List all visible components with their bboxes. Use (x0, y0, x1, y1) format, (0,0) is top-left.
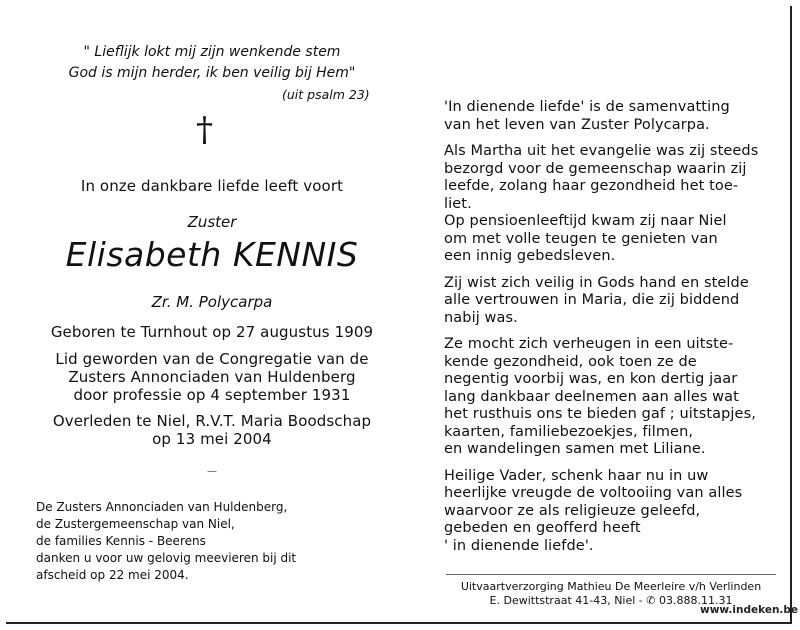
quote-line-2: God is mijn herder, ik ben veilig bij Hem" (68, 65, 356, 81)
birth-info: Geboren te Turnhout op 27 augustus 1909 (50, 323, 374, 341)
profession-info (6, 350, 418, 404)
profession-line: door professie op 4 september 1931 (73, 386, 351, 404)
quote-line-1: " Lieflijk lokt mij zijn wenkende stem (83, 44, 341, 60)
thanks-line: afscheid op 22 mei 2004. (36, 568, 189, 582)
thanks-line: de Zustergemeenschap van Niel, (36, 517, 235, 531)
thanks-line: De Zusters Annonciaden van Huldenberg, (36, 500, 288, 514)
undertaker-name: Uitvaartverzorging Mathieu De Meerleire v/h Verlinden (460, 580, 762, 593)
life-paragraph: Ze mocht zich verheugen in een uitste- kende gezondheid, ook toen ze de negentig voorbij was, en kon dertig jaar lang dankbaar deelnemen aan alles wat het rusthuis ons te bieden gaf ; uitstapjes, kaarten, familiebezoekjes, filmen, en wandelingen samen met Liliane. (444, 336, 756, 457)
intro-text: In onze dankbare liefde leeft voort (80, 177, 344, 195)
divider: — (207, 466, 217, 477)
title-prefix: Zuster (187, 213, 237, 231)
watermark: www.indeken.be (700, 604, 799, 616)
death-line: op 13 mei 2004 (152, 430, 272, 448)
death-line: Overleden te Niel, R.V.T. Maria Boodschap (52, 412, 372, 430)
psalm-quote (42, 42, 382, 84)
life-paragraph: 'In dienende liefde' is de samenvatting van het leven van Zuster Polycarpa. (444, 99, 730, 133)
life-text (444, 99, 784, 564)
profession-line: Zusters Annonciaden van Huldenberg (68, 368, 356, 386)
cross-icon: † (196, 110, 213, 150)
undertaker-address: E. Dewittstraat 41-43, Niel - ✆ 03.888.11.31 (489, 594, 733, 607)
life-paragraph: Zij wist zich veilig in Gods hand en stelde alle vertrouwen in Maria, die zij biddend nabij was. (444, 274, 749, 326)
undertaker-rule (446, 574, 776, 575)
quote-source: (uit psalm 23) (282, 87, 370, 102)
memorial-card (6, 6, 799, 624)
life-paragraph: Als Martha uit het evangelie was zij steeds bezorgd voor de gemeenschap waarin zij leefde, zolang haar gezondheid het toe- liet. Op pensioenleeftijd kwam zij naar Niel om met volle teugen te genieten van een innig gebedsleven. (444, 143, 759, 264)
thanks-line: danken u voor uw gelovig meevieren bij dit (36, 551, 297, 565)
prayer-paragraph: Heilige Vader, schenk haar nu in uw heerlijke vreugde de voltooiing van alles waarvoor ze als religieuze geleefd, gebeden en geofferd heeft ' in dienende liefde'. (444, 467, 743, 554)
death-info (6, 412, 418, 448)
thanks-line: de families Kennis - Beerens (36, 534, 206, 548)
thanks-block (36, 499, 416, 584)
religious-name: Zr. M. Polycarpa (151, 293, 273, 311)
profession-line: Lid geworden van de Congregatie van de (55, 350, 369, 368)
deceased-name: Elisabeth KENNIS (65, 235, 359, 274)
